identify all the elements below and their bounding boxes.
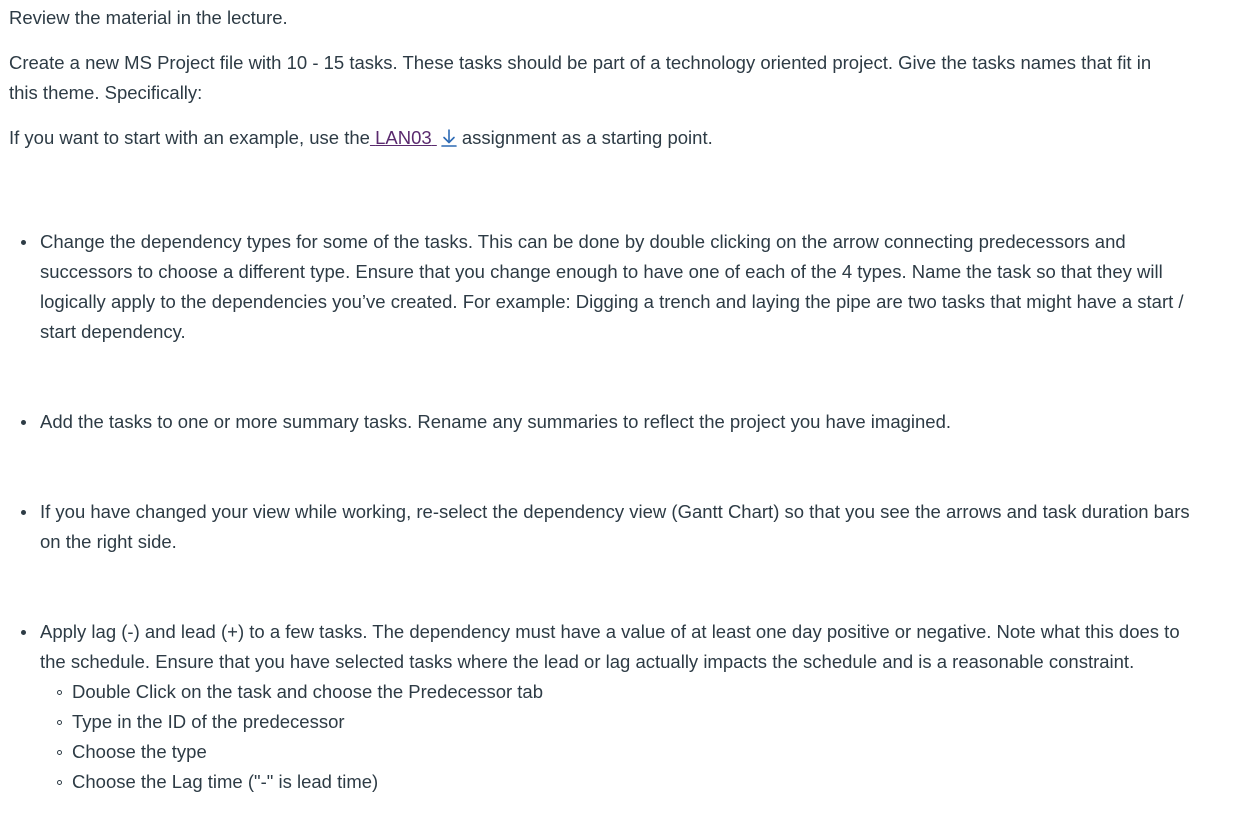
example-text-after: assignment as a starting point. bbox=[461, 127, 713, 148]
instructions-list bbox=[9, 227, 1209, 797]
lan03-file-link[interactable] bbox=[370, 127, 462, 148]
lan03-link-label: LAN03 bbox=[375, 127, 432, 148]
bullet-text: Add the tasks to one or more summary tasks. Rename any summaries to reflect the project you have imagined. bbox=[40, 411, 952, 432]
sub-list-item: Double Click on the task and choose the Predecessor tab bbox=[40, 677, 1210, 707]
bullet-text: If you have changed your view while working, re-select the dependency view (Gantt Chart) so that you see the arrows and task duration bars on the right side. bbox=[40, 501, 1190, 552]
lag-lead-steps-list bbox=[40, 677, 1210, 797]
list-item-lag-lead bbox=[9, 617, 1210, 797]
bullet-text: Apply lag (-) and lead (+) to a few tasks. The dependency must have a value of at least one day positive or negative. Note what this does to the schedule. Ensure that you have selected tasks where the lead or lag actually impacts the schedule and is a reasonable constraint. bbox=[40, 621, 1180, 672]
list-item-dependency-types bbox=[9, 227, 1210, 347]
example-text-before: If you want to start with an example, use the bbox=[9, 127, 370, 148]
list-item-summary-tasks bbox=[9, 407, 1210, 437]
list-item-gantt-view bbox=[9, 497, 1210, 557]
create-paragraph: Create a new MS Project file with 10 - 15 tasks. These tasks should be part of a technology oriented project. Give the tasks names that fit in this theme. Specifically: bbox=[9, 52, 1152, 103]
review-paragraph: Review the material in the lecture. bbox=[9, 7, 288, 28]
download-icon[interactable] bbox=[440, 127, 458, 147]
bullet-text: Change the dependency types for some of the tasks. This can be done by double clicking on the arrow connecting predecessors and successors to choose a different type. Ensure that you change enough to have one of each of the 4 types. Name the task so that they will logically apply to the dependencies you’ve created. For example: Digging a trench and laying the pipe are two tasks that might have a start / start dependency. bbox=[40, 231, 1184, 342]
example-paragraph bbox=[9, 123, 1209, 153]
sub-list-item: Type in the ID of the predecessor bbox=[40, 707, 1210, 737]
sub-list-item: Choose the type bbox=[40, 737, 1210, 767]
sub-list-item: Choose the Lag time ("-" is lead time) bbox=[40, 767, 1210, 797]
